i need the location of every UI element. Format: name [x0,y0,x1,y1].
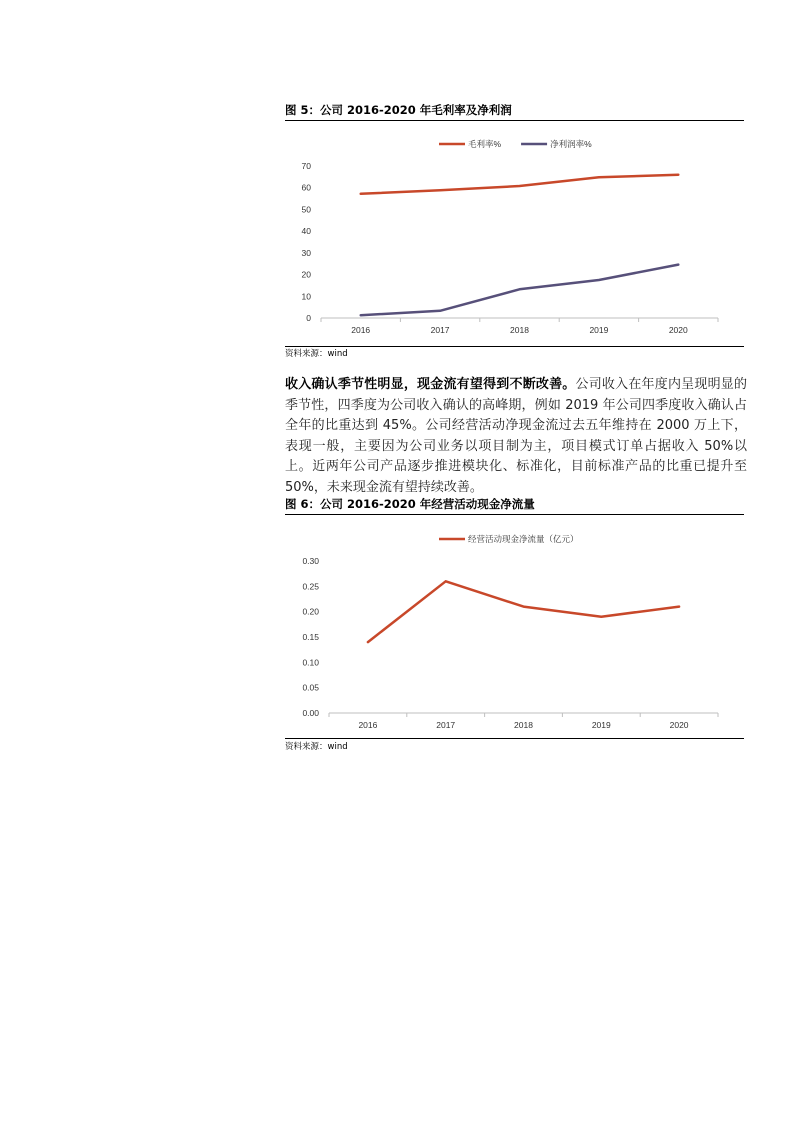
figure6-chart-frame [285,516,744,739]
figure5-title: 图 5：公司 2016-2020 年毛利率及净利润 [285,103,744,121]
series-line [368,581,679,642]
y-tick-label: 10 [301,291,311,302]
x-tick-label: 2019 [589,325,609,335]
figure5-line-chart [285,122,744,346]
x-tick-label: 2017 [436,720,456,730]
y-tick-label: 0.25 [302,581,319,592]
paragraph-body: 公司收入在年度内呈现明显的季节性，四季度为公司收入确认的高峰期，例如 2019 年公司四季度收入确认占全年的比重达到 45%。公司经营活动净现金流过去五年维持在 2000 万上下，表现一般，主要因为公司业务以项目制为主，项目模式订单占据收入 50%以上。近两年公司产品逐步推进模块化、标准化，目前标准产品的比重已提升至 50%，未来现金流有望持续改善。 [285,377,747,495]
figure6-line-chart [285,516,744,738]
y-tick-label: 70 [301,161,311,171]
figure5-chart-frame [285,122,744,347]
x-tick-label: 2019 [591,720,611,730]
x-tick-label: 2018 [514,720,533,730]
y-tick-label: 50 [301,204,311,215]
body-paragraph [285,375,747,498]
series-line [361,265,679,316]
y-tick-label: 0.10 [302,657,319,668]
x-tick-label: 2020 [668,325,688,335]
figure5-source: 资料来源：wind [285,349,348,359]
y-tick-label: 0.00 [302,708,319,718]
y-tick-label: 0.15 [302,632,319,642]
y-tick-label: 0.30 [302,556,319,566]
legend-label: 毛利率% [468,139,502,149]
y-tick-label: 0.05 [302,682,319,693]
x-tick-label: 2016 [358,720,378,730]
series-line [361,175,679,194]
y-tick-label: 30 [301,247,311,258]
legend-label: 净利润率% [550,139,592,149]
figure6-title: 图 6：公司 2016-2020 年经营活动现金净流量 [285,497,744,515]
x-tick-label: 2017 [430,325,450,335]
y-tick-label: 0 [306,313,311,323]
y-tick-label: 40 [301,226,311,237]
x-tick-label: 2016 [351,325,371,335]
legend-label: 经营活动现金净流量（亿元） [468,534,579,544]
x-tick-label: 2020 [669,720,689,730]
y-tick-label: 20 [301,269,311,280]
figure6-source: 资料来源：wind [285,742,348,752]
y-tick-label: 60 [301,182,311,193]
x-tick-label: 2018 [510,325,529,335]
y-tick-label: 0.20 [302,606,319,617]
paragraph-lead: 收入确认季节性明显，现金流有望得到不断改善。 [285,377,576,392]
